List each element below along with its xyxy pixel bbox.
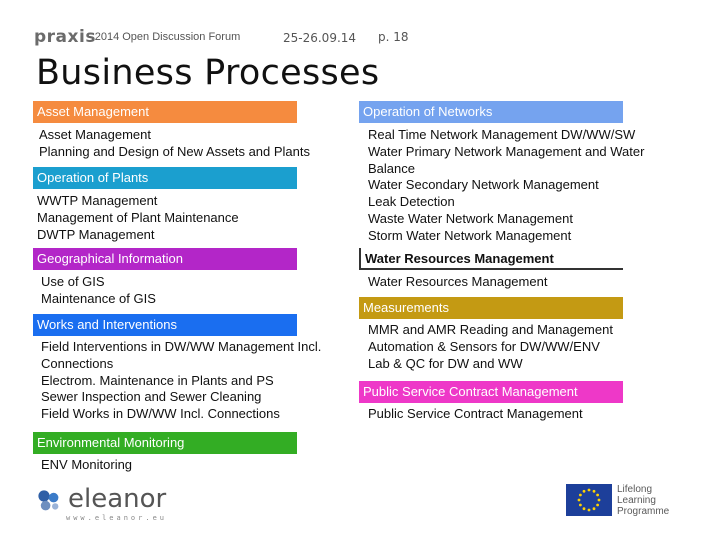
section-list-measurements bbox=[368, 322, 613, 372]
llp-line: Lifelong bbox=[617, 484, 653, 495]
list-item: Electrom. Maintenance in Plants and PS bbox=[41, 372, 274, 388]
page-number: p. 18 bbox=[378, 30, 409, 44]
list-item: Automation & Sensors for DW/WW/ENV bbox=[368, 338, 600, 354]
section-heading-measurements: Measurements bbox=[359, 297, 623, 319]
section-list-geographical-information bbox=[41, 274, 156, 308]
section-list-works-and-interventions bbox=[41, 339, 351, 423]
list-item: DWTP Management bbox=[37, 226, 155, 242]
list-item: ENV Monitoring bbox=[41, 457, 133, 472]
eleanor-wordmark: eleanor bbox=[68, 484, 167, 514]
section-heading-public-service-contract-management: Public Service Contract Management bbox=[359, 381, 623, 403]
section-heading-water-resources-management: Water Resources Management bbox=[359, 248, 623, 270]
list-item: Planning and Design of New Assets and Plants bbox=[39, 143, 311, 159]
list-item: Real Time Network Management DW/WW/SW bbox=[368, 127, 636, 142]
section-heading-geographical-information: Geographical Information bbox=[33, 248, 297, 270]
slide-title: Business Processes bbox=[36, 53, 380, 93]
list-item: Water Resources Management bbox=[368, 274, 548, 289]
list-item: Waste Water Network Management bbox=[368, 210, 573, 226]
section-list-asset-management bbox=[39, 127, 310, 161]
list-item: Field Interventions in DW/WW Management Incl. Connections bbox=[41, 339, 322, 371]
section-list-operation-of-plants bbox=[37, 193, 239, 243]
list-item: MMR and AMR Reading and Management bbox=[368, 322, 613, 337]
list-item: Maintenance of GIS bbox=[41, 290, 156, 306]
section-heading-asset-management: Asset Management bbox=[33, 101, 297, 123]
list-item: WWTP Management bbox=[37, 193, 158, 208]
llp-logo bbox=[617, 484, 669, 517]
llp-line: Learning bbox=[617, 495, 656, 506]
list-item: Field Works in DW/WW Incl. Connections bbox=[41, 406, 280, 422]
list-item: Management of Plant Maintenance bbox=[37, 209, 239, 225]
section-heading-operation-of-plants: Operation of Plants bbox=[33, 167, 297, 189]
list-item: Public Service Contract Management bbox=[368, 406, 583, 421]
list-item: Water Primary Network Management and Water Balance bbox=[368, 143, 645, 176]
list-item: Use of GIS bbox=[41, 274, 105, 289]
list-item: Asset Management bbox=[39, 127, 152, 142]
eleanor-logo-icon bbox=[36, 486, 68, 514]
section-list-operation-of-networks bbox=[368, 127, 678, 245]
event-dates: 25-26.09.14 bbox=[283, 31, 357, 45]
section-heading-environmental-monitoring: Environmental Monitoring bbox=[33, 432, 297, 454]
eleanor-url: www.eleanor.eu bbox=[66, 514, 168, 522]
list-item: Water Secondary Network Management bbox=[368, 177, 599, 193]
section-list-environmental-monitoring bbox=[41, 457, 132, 474]
llp-line: Programme bbox=[617, 506, 670, 517]
list-item: Lab & QC for DW and WW bbox=[368, 355, 523, 371]
eu-flag-icon bbox=[566, 484, 612, 516]
section-list-water-resources-management bbox=[368, 274, 547, 291]
praxis-logo: praxis bbox=[34, 27, 96, 47]
section-heading-operation-of-networks: Operation of Networks bbox=[359, 101, 623, 123]
section-list-public-service-contract-management bbox=[368, 406, 583, 423]
list-item: Sewer Inspection and Sewer Cleaning bbox=[41, 389, 262, 405]
list-item: Storm Water Network Management bbox=[368, 227, 572, 243]
forum-label: - 2014 Open Discussion Forum bbox=[88, 31, 241, 43]
section-heading-works-and-interventions: Works and Interventions bbox=[33, 314, 297, 336]
list-item: Leak Detection bbox=[368, 194, 455, 210]
